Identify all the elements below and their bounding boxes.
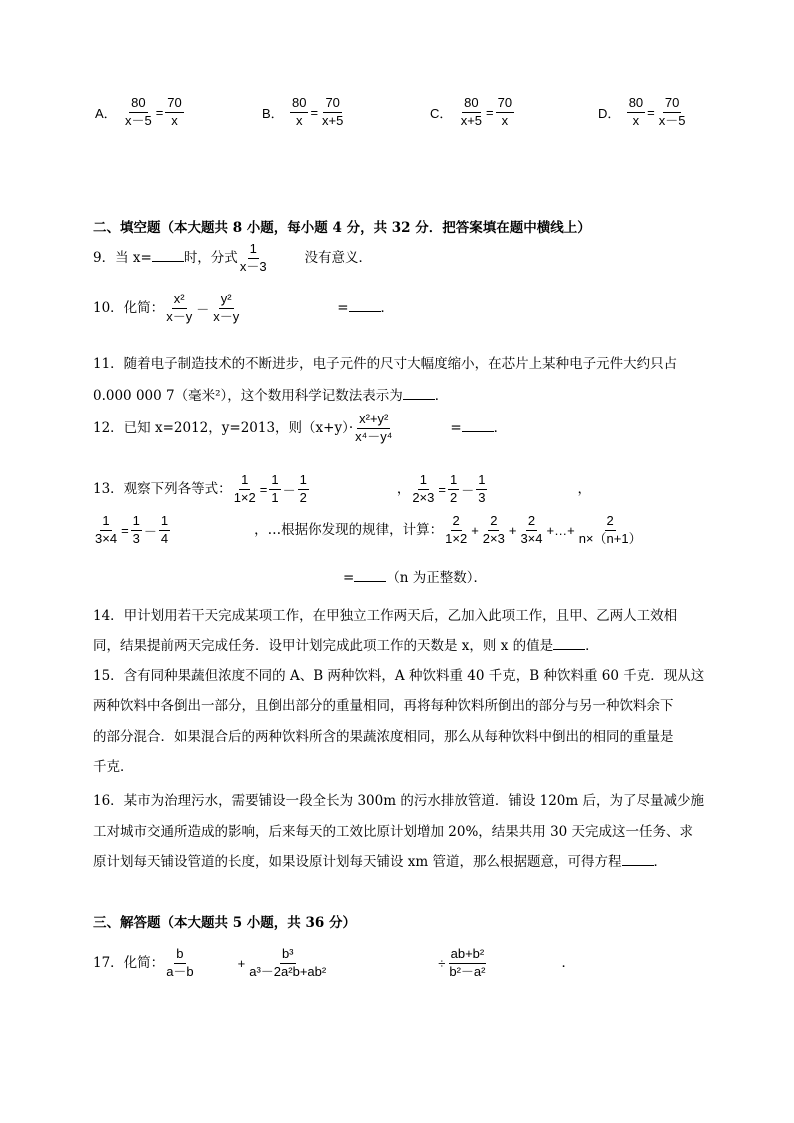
- fraction: [211, 292, 241, 325]
- q11-text: 0.000 000 7（毫米²），这个数用科学记数法表示为: [93, 388, 403, 404]
- q13-mid: ，…根据你发现的规律，计算：: [254, 521, 444, 538]
- q9-mid: 时，分式: [183, 249, 238, 266]
- fraction: [165, 96, 183, 129]
- q13-prefix: 13．观察下列各等式：: [93, 480, 232, 497]
- numerator: 80: [462, 96, 480, 113]
- numerator: 1: [298, 473, 309, 490]
- denominator: x－5: [658, 112, 686, 128]
- denominator: 2×3: [482, 530, 505, 546]
- option-b: B． $\frac{80}{x}$ = $\frac{70}{x+5}$: [262, 95, 344, 128]
- question-15-line2: 两种饮料中各倒出一部分，且倒出部分的重量相同，再将每种饮料所倒出的部分与另一种饮料余下: [93, 698, 674, 714]
- question-15-line1: 15．含有同种果蔬但浓度不同的 A、B 两种饮料，A 种饮料重 40 千克，B 种饮料重 60 千克．现从这: [93, 668, 705, 684]
- denominator: 2: [449, 489, 458, 505]
- period: ．: [493, 419, 508, 436]
- question-10: [93, 292, 394, 325]
- denominator: x: [295, 112, 303, 128]
- comma: ，: [396, 480, 411, 497]
- numerator: 2: [605, 514, 616, 531]
- numerator: 1: [269, 473, 280, 490]
- numerator: 80: [129, 96, 147, 113]
- division-sign: ÷: [438, 955, 446, 971]
- denominator: x: [632, 112, 640, 128]
- option-label: A．: [95, 105, 117, 121]
- fraction: [298, 473, 309, 506]
- question-15-line4: 千克．: [93, 759, 134, 775]
- equals-sign: =: [337, 299, 349, 316]
- answer-blank: [462, 430, 494, 432]
- ellipsis-plus: +…+: [546, 522, 575, 538]
- fraction: [159, 514, 170, 547]
- fraction: [448, 473, 459, 506]
- numerator: y²: [219, 292, 234, 309]
- denominator: 3×4: [520, 530, 543, 546]
- question-16-line2: 工对城市交通所造成的影响，后来每天的工效比原计划增加 20%，结果共用 30 天完成这一任务、求: [93, 824, 694, 840]
- section3-title: 三、解答题（本大题共 5 小题，共 36 分）: [93, 915, 356, 931]
- question-17: [93, 947, 575, 980]
- option-label: D．: [598, 105, 621, 121]
- question-11-line1: 11．随着电子制造技术的不断进步，电子元件的尺寸大幅度缩小，在芯片上某种电子元件大约只占: [93, 356, 678, 372]
- denominator: 2×3: [412, 489, 435, 505]
- numerator: b: [174, 947, 185, 964]
- denominator: a－b: [166, 963, 194, 979]
- numerator: ab+b²: [449, 947, 487, 964]
- fraction: [123, 96, 154, 129]
- numerator: x²: [172, 292, 187, 309]
- fraction: [353, 412, 394, 445]
- denominator: x－y: [213, 308, 240, 324]
- fraction: [443, 514, 469, 547]
- numerator: 2: [526, 514, 537, 531]
- fraction: [131, 514, 142, 547]
- fraction: [269, 473, 280, 506]
- denominator: 2: [299, 489, 307, 505]
- fraction: [481, 514, 507, 547]
- fraction: [518, 514, 544, 547]
- denominator: x－5: [124, 112, 152, 128]
- option-label: B．: [262, 105, 284, 121]
- q13-suffix: （n 为正整数）．: [386, 570, 488, 586]
- question-13-line1: 13．观察下列各等式： $\frac{1}{1\times 2}$ = $\frac{1}{1}$ － $\frac{1}{2}$ ， $\frac{1}{2\times 3}$ = $\frac{1}{2}$ － $\frac{1}{3}$ ，: [93, 472, 591, 505]
- fraction: [459, 96, 484, 129]
- answer-blank: [349, 310, 381, 312]
- numerator: 1: [248, 242, 259, 259]
- question-14-line1: 14．甲计划用若干天完成某项工作，在甲独立工作两天后，乙加入此项工作，且甲、乙两人工效相: [93, 608, 678, 624]
- minus-sign: －: [196, 301, 210, 317]
- numerator: 1: [131, 514, 142, 531]
- denominator: 1×2: [233, 489, 256, 505]
- option-a: A． $\frac{80}{x-5}$ = $\frac{70}{x}$: [95, 95, 182, 128]
- answer-blank: [553, 648, 585, 650]
- question-15-line3: 的部分混合．如果混合后的两种饮料所含的果蔬浓度相同，那么从每种饮料中倒出的相同的重量是: [93, 729, 674, 745]
- option-d: D． $\frac{80}{x}$ = $\frac{70}{x-5}$: [598, 95, 686, 128]
- fraction: [164, 947, 195, 980]
- fraction: [447, 947, 487, 980]
- numerator: 1: [418, 473, 429, 490]
- answer-blank: [152, 260, 184, 262]
- numerator: 70: [663, 96, 681, 113]
- period: ．: [561, 954, 575, 971]
- numerator: 70: [165, 96, 183, 113]
- question-12: [93, 412, 507, 445]
- numerator: b³: [280, 947, 296, 964]
- question-16-line1: 16．某市为治理污水，需要铺设一段全长为 300m 的污水排放管道．铺设 120m 后，为了尽量减少施: [93, 793, 704, 809]
- denominator: x⁴－y⁴: [355, 428, 393, 444]
- denominator: b²－a²: [449, 963, 486, 979]
- period: ．: [434, 388, 449, 404]
- numerator: 80: [627, 96, 645, 113]
- numerator: 1: [448, 473, 459, 490]
- fraction: [164, 292, 194, 325]
- numerator: 1: [476, 473, 487, 490]
- numerator: 1: [239, 473, 250, 490]
- answer-blank: [403, 398, 435, 400]
- denominator: x－y: [166, 308, 193, 324]
- denominator: 3: [132, 530, 140, 546]
- numerator: x²+y²: [357, 412, 390, 429]
- equals-sign: =: [343, 570, 355, 586]
- denominator: 3: [478, 489, 486, 505]
- fraction: [410, 473, 436, 506]
- answer-blank: [622, 864, 654, 866]
- numerator: 2: [451, 514, 462, 531]
- q9-prefix: 9．当 x=: [93, 249, 152, 266]
- denominator: 3×4: [95, 530, 118, 546]
- plus-sign: +: [237, 955, 246, 971]
- denominator: x－3: [239, 258, 267, 274]
- denominator: x: [171, 112, 178, 128]
- period: ．: [653, 854, 667, 870]
- fraction: [238, 242, 269, 275]
- fraction: [627, 96, 645, 129]
- question-9: [93, 242, 372, 275]
- option-c: C． $\frac{80}{x+5}$ = $\frac{70}{x}$: [430, 95, 513, 128]
- numerator: 80: [290, 96, 308, 113]
- period: ．: [380, 299, 395, 316]
- question-14-line2: [93, 634, 599, 654]
- fraction: [93, 514, 119, 547]
- option-label: C．: [430, 105, 453, 121]
- comma: ，: [577, 480, 591, 497]
- answer-blank: [354, 580, 386, 582]
- q16-text: 原计划每天铺设管道的长度，如果设原计划每天铺设 xm 管道，那么根据题意，可得方程: [93, 854, 622, 870]
- equals-sign: =: [450, 419, 462, 436]
- section2-title: 二、填空题（本大题共 8 小题，每小题 4 分，共 32 分．把答案填在题中横线上）: [93, 220, 591, 236]
- fraction: [476, 473, 487, 506]
- fraction: [247, 947, 328, 980]
- q12-prefix: 12．已知 x=2012，y=2013，则（x+y）·: [93, 419, 354, 436]
- period: ．: [585, 638, 599, 654]
- denominator: 1: [271, 489, 279, 505]
- q17-prefix: 17．化简：: [93, 954, 165, 971]
- denominator: n×（n+1）: [578, 530, 642, 546]
- question-13-line3: [343, 566, 487, 586]
- fraction: [232, 473, 258, 506]
- denominator: 1×2: [445, 530, 468, 546]
- question-13-line2: $\frac{1}{3\times 4}$ = $\frac{1}{3}$ － $\frac{1}{4}$ ，…根据你发现的规律，计算： $\frac{2}{1\times 2}$ + $\frac{2}{2\times 3}$ + $\frac{2}{3\times 4}$ +…+ $\frac{2}{n\times(n+1)}$: [95, 513, 642, 546]
- denominator: x+5: [460, 112, 483, 128]
- numerator: 70: [496, 96, 514, 113]
- q9-suffix: 没有意义．: [304, 249, 373, 266]
- denominator: x+5: [322, 112, 344, 128]
- fraction: [657, 96, 688, 129]
- question-11-line2: [93, 384, 448, 404]
- q14-text: 同，结果提前两天完成任务．设甲计划完成此项工作的天数是 x，则 x 的值是: [93, 638, 554, 654]
- numerator: 1: [100, 514, 111, 531]
- denominator: a³－2a²b+ab²: [249, 963, 327, 979]
- fraction: [320, 96, 345, 129]
- fraction: [577, 514, 644, 547]
- fraction: [496, 96, 514, 129]
- fraction: [290, 96, 308, 129]
- denominator: x: [501, 112, 509, 128]
- numerator: 1: [159, 514, 170, 531]
- numerator: 2: [488, 514, 499, 531]
- denominator: 4: [160, 530, 169, 546]
- q10-prefix: 10．化简：: [93, 299, 165, 316]
- numerator: 70: [323, 96, 341, 113]
- question-16-line3: [93, 850, 667, 870]
